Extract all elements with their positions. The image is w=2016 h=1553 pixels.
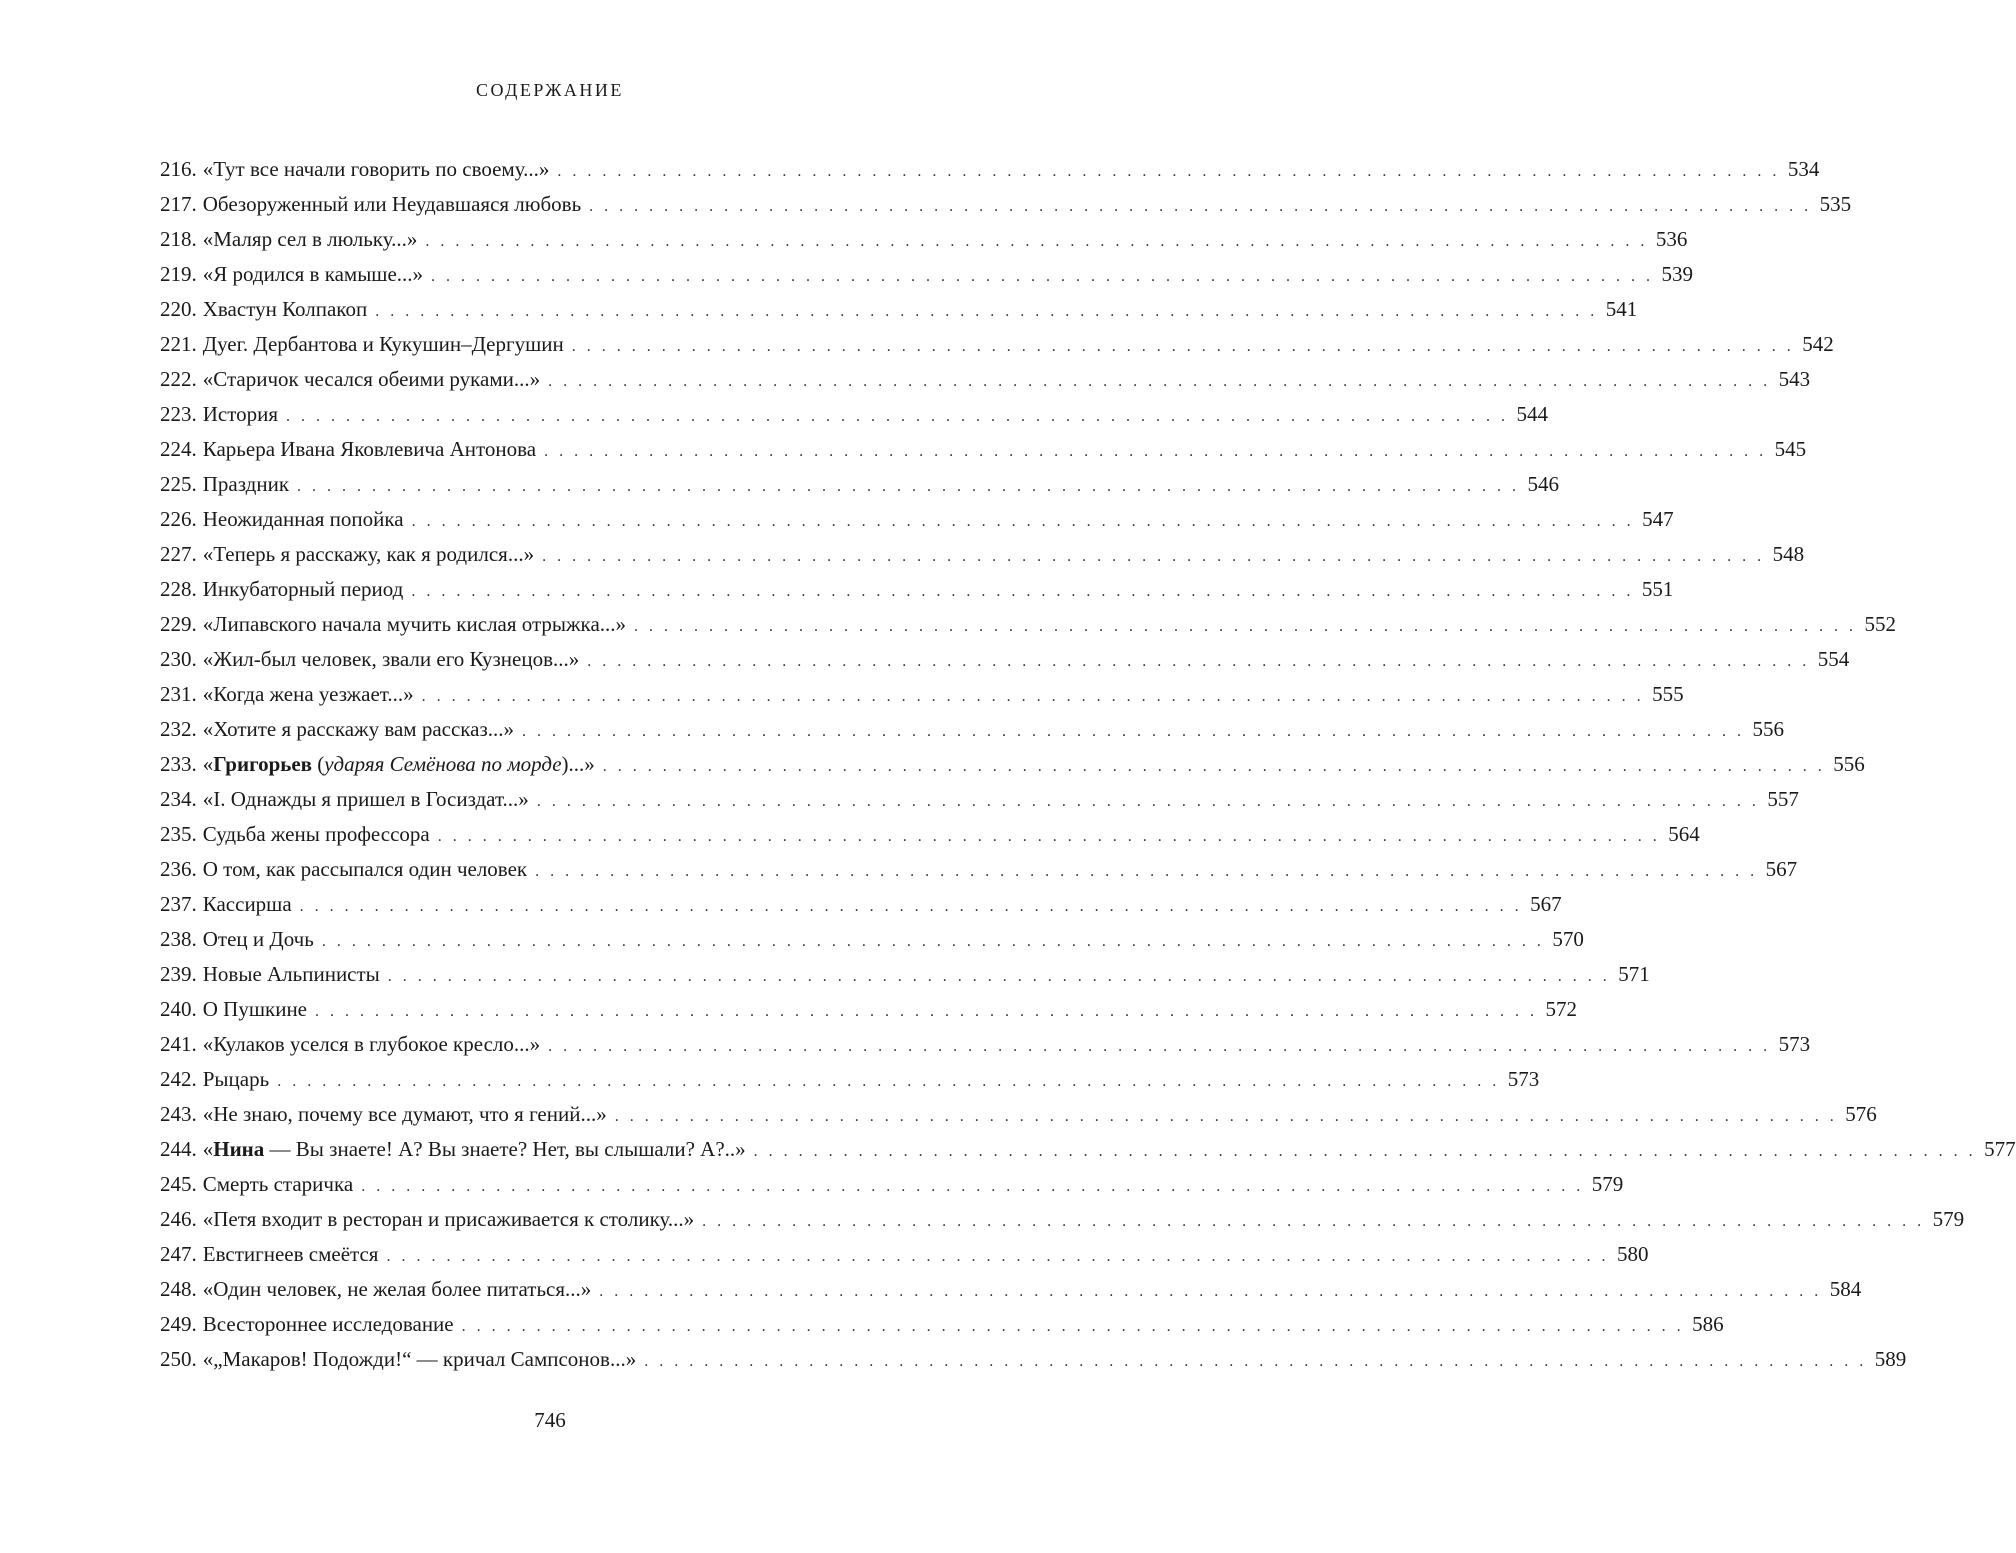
toc-entry — [160, 1027, 1811, 1062]
toc-entry-page: 580 — [1616, 1242, 1649, 1266]
toc-entry-page: 564 — [1668, 822, 1700, 846]
toc-entry-title: «Петя входит в ресторан и присаживается к столику...» — [202, 1207, 695, 1231]
toc-entry-number: 249. — [160, 1312, 197, 1336]
toc-entry — [160, 1237, 1649, 1272]
toc-entry-title: «Хотите я расскажу вам рассказ...» — [202, 717, 515, 741]
toc-entry-page: 570 — [1552, 927, 1584, 951]
toc-entry — [160, 957, 1650, 992]
toc-entry-number: 235. — [160, 822, 197, 846]
toc-entry-number: 240. — [160, 997, 197, 1021]
toc-entry-number: 223. — [160, 402, 197, 426]
table-of-contents — [160, 152, 2016, 1377]
toc-entry-page: 573 — [1507, 1067, 1540, 1091]
toc-dot-leader — [572, 329, 1795, 364]
toc-entry-page: 579 — [1591, 1172, 1624, 1196]
toc-dot-leader — [754, 1134, 1977, 1169]
toc-entry-title: Новые Альпинисты — [202, 962, 380, 986]
toc-entry-title: О том, как рассыпался один человек — [202, 857, 528, 881]
toc-entry-title-part: ( — [312, 752, 325, 776]
toc-entry-title: «Не знаю, почему все думают, что я гений...» — [202, 1102, 607, 1126]
toc-entry-number: 238. — [160, 927, 197, 951]
toc-entry-page: 546 — [1527, 472, 1560, 496]
running-header: СОДЕРЖАНИЕ — [476, 80, 624, 100]
toc-entry — [160, 992, 1578, 1027]
toc-entry-page: 572 — [1545, 997, 1578, 1021]
toc-entry-page: 534 — [1787, 157, 1820, 181]
toc-entry-title: «Когда жена уезжает...» — [202, 682, 414, 706]
toc-dot-leader — [535, 854, 1758, 889]
toc-dot-leader — [615, 1099, 1838, 1134]
toc-entry-number: 231. — [160, 682, 197, 706]
toc-entry-title: Судьба жены профессора — [202, 822, 430, 846]
toc-entry-title: Евстигнеев смеётся — [202, 1242, 379, 1266]
toc-entry-page: 543 — [1778, 367, 1811, 391]
toc-entry — [160, 1342, 1907, 1377]
toc-entry-page: 535 — [1819, 192, 1852, 216]
toc-entry — [160, 292, 1638, 327]
toc-entry-title: «Теперь я расскажу, как я родился...» — [202, 542, 535, 566]
toc-entry — [160, 922, 1584, 957]
toc-entry — [160, 152, 1820, 187]
toc-entry-number: 243. — [160, 1102, 197, 1126]
toc-entry-number: 241. — [160, 1032, 197, 1056]
toc-entry — [160, 677, 1684, 712]
toc-entry-number: 227. — [160, 542, 197, 566]
toc-entry-number: 250. — [160, 1347, 197, 1371]
toc-entry-number: 219. — [160, 262, 197, 286]
toc-entry-page: 541 — [1605, 297, 1638, 321]
toc-entry-number: 221. — [160, 332, 197, 356]
toc-entry-title: История — [202, 402, 279, 426]
toc-entry-page: 544 — [1516, 402, 1549, 426]
toc-entry-page: 547 — [1642, 507, 1674, 531]
toc-entry-number: 244. — [160, 1137, 197, 1161]
toc-entry-title: «„Макаров! Подожди!“ — кричал Сампсонов...» — [202, 1347, 637, 1371]
toc-entry-title: «I. Однажды я пришел в Госиздат...» — [202, 787, 529, 811]
toc-entry — [160, 397, 1549, 432]
toc-entry-title: Дуег. Дербантова и Кукушин–Дергушин — [202, 332, 564, 356]
toc-entry-number: 220. — [160, 297, 197, 321]
toc-entry-page: 536 — [1655, 227, 1688, 251]
toc-entry — [160, 537, 1805, 572]
toc-entry-title: Отец и Дочь — [202, 927, 314, 951]
toc-entry-page: 556 — [1833, 752, 1865, 776]
toc-entry-title: Рыцарь — [202, 1067, 270, 1091]
toc-dot-leader — [322, 924, 1545, 959]
toc-entry-number: 246. — [160, 1207, 197, 1231]
toc-entry-title: Кассирша — [202, 892, 292, 916]
toc-entry — [160, 1132, 2016, 1167]
toc-entry-title: Неожиданная попойка — [202, 507, 404, 531]
toc-entry-page: 554 — [1817, 647, 1850, 671]
toc-dot-leader — [462, 1309, 1685, 1344]
toc-dot-leader — [386, 1239, 1609, 1274]
toc-dot-leader — [634, 609, 1857, 644]
toc-entry-page: 567 — [1765, 857, 1798, 881]
toc-dot-leader — [438, 819, 1661, 854]
toc-dot-leader — [375, 294, 1598, 329]
toc-entry-page: 556 — [1752, 717, 1785, 741]
toc-entry-number: 225. — [160, 472, 197, 496]
toc-dot-leader — [412, 504, 1635, 539]
toc-entry-page: 545 — [1774, 437, 1807, 461]
toc-dot-leader — [548, 1029, 1771, 1064]
toc-entry — [160, 222, 1688, 257]
toc-entry-title-part: Григорьев — [213, 752, 313, 776]
toc-entry-title: Смерть старичка — [202, 1172, 354, 1196]
toc-entry-title: «Липавского начала мучить кислая отрыжка...» — [202, 612, 627, 636]
toc-entry — [160, 257, 1694, 292]
toc-entry — [160, 852, 1798, 887]
toc-entry-page: 576 — [1845, 1102, 1877, 1126]
toc-dot-leader — [277, 1064, 1500, 1099]
toc-entry-title — [203, 747, 595, 782]
toc-dot-leader — [297, 469, 1520, 504]
toc-entry-number: 224. — [160, 437, 197, 461]
toc-dot-leader — [542, 539, 1765, 574]
toc-dot-leader — [522, 714, 1745, 749]
toc-dot-leader — [388, 959, 1611, 994]
toc-entry-number: 237. — [160, 892, 197, 916]
toc-entry-page: 586 — [1692, 1312, 1724, 1336]
toc-entry — [160, 362, 1811, 397]
toc-entry — [160, 1062, 1540, 1097]
toc-entry-title-part: Нина — [213, 1137, 265, 1161]
toc-entry-page: 555 — [1652, 682, 1684, 706]
toc-entry-title: Всестороннее исследование — [202, 1312, 454, 1336]
toc-entry — [160, 887, 1562, 922]
toc-entry-title: «Я родился в камыше...» — [202, 262, 424, 286]
toc-entry-title-part: — Вы знаете! А? Вы знаете? Нет, вы слышали? А?..» — [264, 1137, 746, 1161]
toc-entry-number: 217. — [160, 192, 197, 216]
toc-entry-title: Инкубаторный период — [202, 577, 404, 601]
toc-dot-leader — [702, 1204, 1925, 1239]
toc-entry-number: 228. — [160, 577, 197, 601]
toc-entry-page: 567 — [1530, 892, 1562, 916]
toc-entry — [160, 747, 1865, 782]
toc-dot-leader — [361, 1169, 1584, 1204]
toc-entry-number: 245. — [160, 1172, 197, 1196]
toc-entry-page: 584 — [1829, 1277, 1862, 1301]
toc-dot-leader — [425, 224, 1648, 259]
toc-entry-title: «Тут все начали говорить по своему...» — [202, 157, 550, 181]
toc-entry-title: Обезоруженный или Неудавшаяся любовь — [202, 192, 582, 216]
page-number: 746 — [534, 1408, 566, 1432]
toc-entry — [160, 712, 1785, 747]
toc-entry-number: 232. — [160, 717, 197, 741]
toc-dot-leader — [587, 644, 1810, 679]
toc-dot-leader — [548, 364, 1771, 399]
toc-entry-page: 548 — [1772, 542, 1805, 566]
toc-entry-number: 239. — [160, 962, 197, 986]
toc-entry-number: 242. — [160, 1067, 197, 1091]
toc-entry-title: «Жил-был человек, звали его Кузнецов...» — [202, 647, 580, 671]
toc-entry — [160, 572, 1674, 607]
toc-entry-number: 216. — [160, 157, 197, 181]
toc-entry-number: 248. — [160, 1277, 197, 1301]
toc-dot-leader — [411, 574, 1634, 609]
toc-entry-page: 579 — [1932, 1207, 1965, 1231]
toc-dot-leader — [544, 434, 1767, 469]
toc-entry — [160, 1202, 1965, 1237]
toc-entry-number: 226. — [160, 507, 197, 531]
toc-entry-title — [203, 1132, 746, 1167]
toc-entry-number: 218. — [160, 227, 197, 251]
toc-entry-page: 551 — [1641, 577, 1674, 601]
toc-dot-leader — [431, 259, 1654, 294]
toc-entry-number: 233. — [160, 752, 197, 776]
toc-entry-page: 589 — [1874, 1347, 1907, 1371]
toc-entry-title-part: )...» — [561, 752, 595, 776]
toc-entry-number: 222. — [160, 367, 197, 391]
toc-entry-page: 542 — [1802, 332, 1834, 356]
toc-entry — [160, 327, 1834, 362]
toc-dot-leader — [644, 1344, 1867, 1379]
toc-entry-number: 230. — [160, 647, 197, 671]
toc-entry-number: 229. — [160, 612, 197, 636]
toc-entry — [160, 782, 1799, 817]
toc-dot-leader — [300, 889, 1523, 924]
toc-entry — [160, 607, 1897, 642]
toc-entry — [160, 817, 1700, 852]
toc-entry — [160, 502, 1674, 537]
toc-entry-title: «Старичок чесался обеими руками...» — [202, 367, 541, 391]
toc-entry-title-part: « — [202, 752, 214, 776]
toc-dot-leader — [286, 399, 1509, 434]
toc-entry — [160, 1097, 1877, 1132]
toc-entry-number: 236. — [160, 857, 197, 881]
toc-entry-title: Праздник — [202, 472, 290, 496]
toc-entry — [160, 187, 1852, 222]
toc-entry-title-part: ударяя Семёнова по морде — [324, 752, 562, 776]
toc-dot-leader — [557, 154, 1780, 189]
toc-dot-leader — [603, 749, 1826, 784]
toc-entry — [160, 642, 1850, 677]
toc-dot-leader — [315, 994, 1538, 1029]
toc-entry-number: 234. — [160, 787, 197, 811]
toc-entry-page: 552 — [1864, 612, 1897, 636]
toc-entry-page: 539 — [1661, 262, 1694, 286]
toc-entry-title: О Пушкине — [202, 997, 308, 1021]
toc-entry-title-part: « — [202, 1137, 214, 1161]
toc-entry-title: «Один человек, не желая более питаться...» — [202, 1277, 592, 1301]
toc-entry-title: «Кулаков уселся в глубокое кресло...» — [202, 1032, 541, 1056]
toc-dot-leader — [422, 679, 1645, 714]
toc-entry-page: 557 — [1767, 787, 1799, 811]
toc-entry-page: 571 — [1618, 962, 1650, 986]
toc-entry-number: 247. — [160, 1242, 197, 1266]
toc-entry-title: Карьера Ивана Яковлевича Антонова — [202, 437, 537, 461]
toc-entry — [160, 432, 1807, 467]
toc-dot-leader — [599, 1274, 1822, 1309]
toc-entry — [160, 467, 1560, 502]
toc-entry — [160, 1272, 1862, 1307]
toc-entry — [160, 1167, 1624, 1202]
toc-dot-leader — [589, 189, 1812, 224]
toc-dot-leader — [537, 784, 1760, 819]
toc-entry-page: 577 — [1984, 1137, 2016, 1161]
toc-entry — [160, 1307, 1724, 1342]
toc-entry-page: 573 — [1778, 1032, 1811, 1056]
toc-entry-title: Хвастун Колпакоп — [202, 297, 368, 321]
toc-entry-title: «Маляр сел в люльку...» — [202, 227, 418, 251]
